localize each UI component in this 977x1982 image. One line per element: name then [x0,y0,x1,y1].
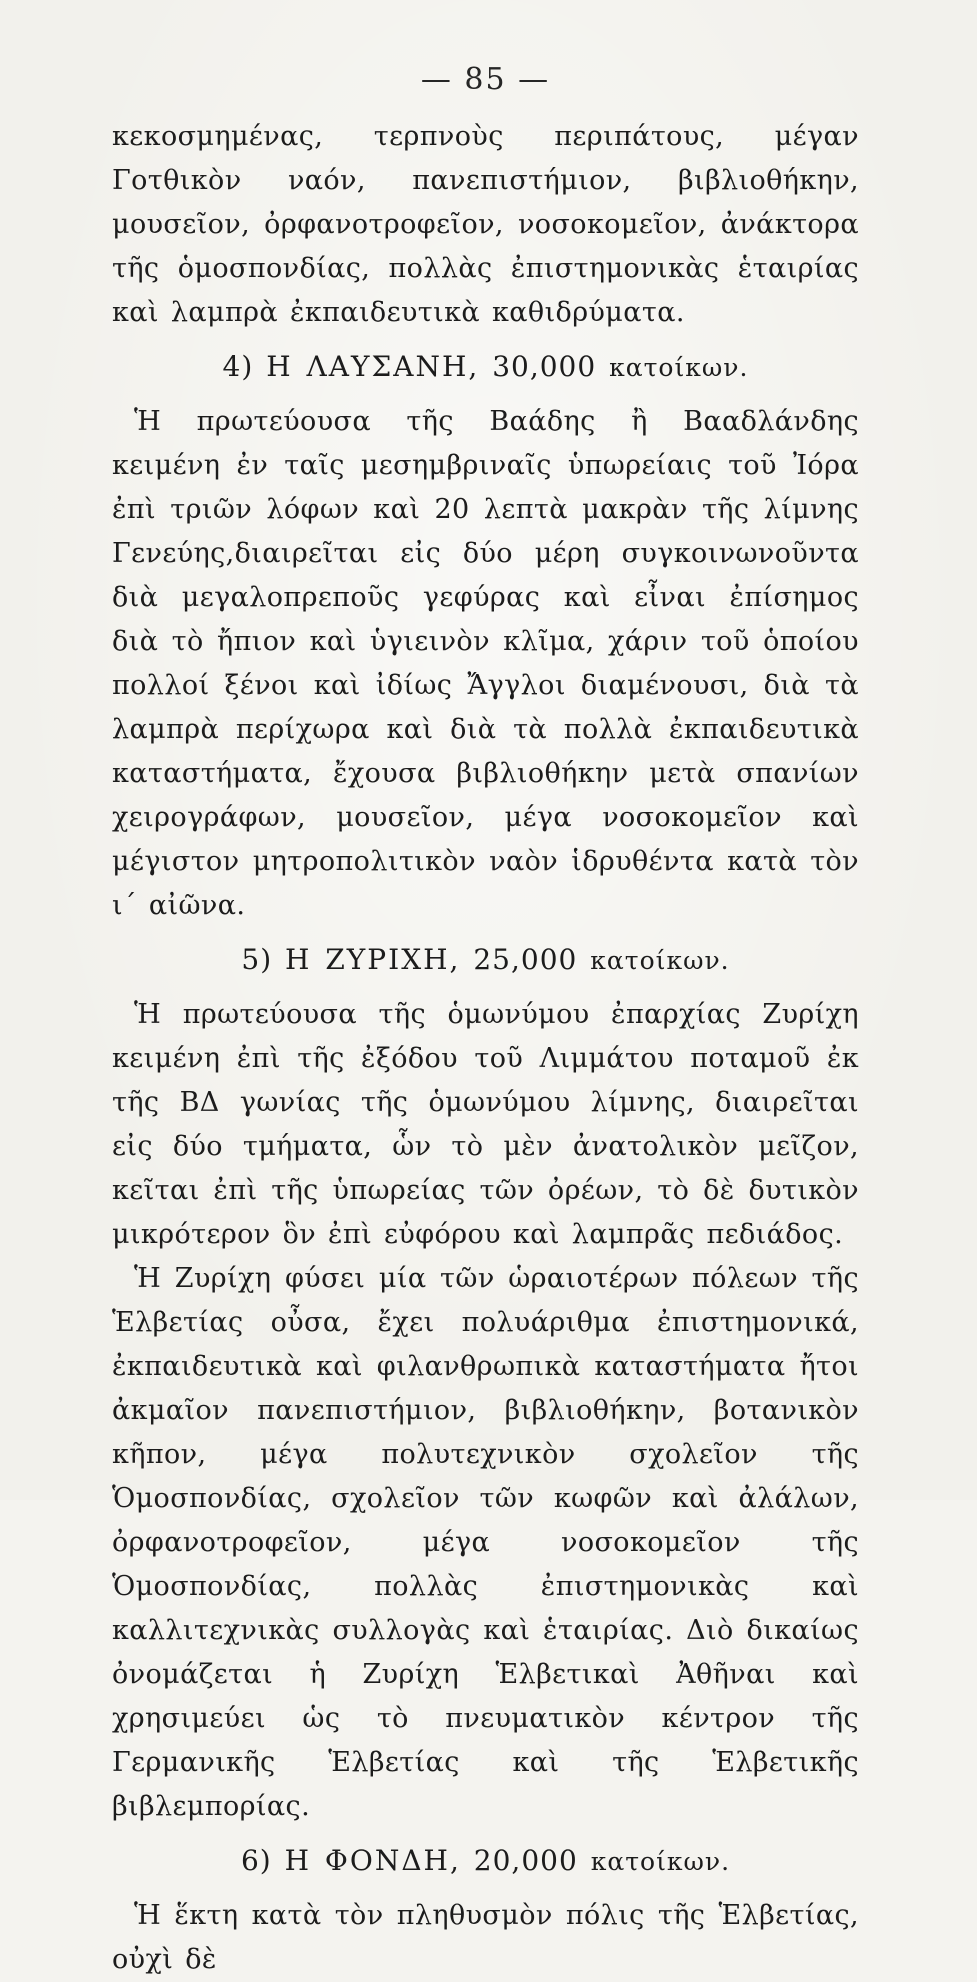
page-number: — 85 — [420,62,551,97]
section-heading-fondi [112,1839,859,1884]
paragraph-fondi: Ἡ ἕκτη κατὰ τὸν πληθυσμὸν πόλις τῆς Ἑλβετίας, οὐχὶ δὲ [112,1900,859,1975]
heading-city-name: Η ΛΑΥΣΑΝΗ, [266,350,480,383]
heading-population: 20,000 [473,1844,578,1877]
section-heading-zurich [112,938,859,983]
page-body [112,115,859,1982]
paragraph-lausanne: Ἡ πρωτεύουσα τῆς Βαάδης ἢ Βααδλάνδης κειμένη ἐν ταῖς μεσημβριναῖς ὑπωρείαις τοῦ Ἰόρα ἐπὶ τριῶν λόφων καὶ 20 λεπτὰ μακρὰν τῆς λίμνης Γενεύης,διαιρεῖται εἰς δύο μέρη συγκοινωνοῦντα διὰ μεγαλοπρεποῦς γεφύρας καὶ εἶναι ἐπίσημος διὰ τὸ ἤπιον καὶ ὑγιεινὸν κλῖμα, χάριν τοῦ ὁποίου πολλοί ξένοι καὶ ἰδίως Ἄγγλοι διαμένουσι, διὰ τὰ λαμπρὰ περίχωρα καὶ διὰ τὰ πολλὰ ἐκπαιδευτικὰ καταστήματα, ἔχουσα βιβλιοθήκην μετὰ σπανίων χειρογράφων, μουσεῖον, μέγα νοσοκομεῖον καὶ μέγιστον μητροπολιτικὸν ναὸν ἱδρυθέντα κατὰ τὸν ι´ αἰῶνα. [112,406,859,921]
paragraph-intro: κεκοσμημένας, τερπνοὺς περιπάτους, μέγαν Γοτθικὸν ναόν, πανεπιστήμιον, βιβλιοθήκην, μουσεῖον, ὀρφανοτροφεῖον, νοσοκομεῖον, ἀνάκτορα τῆς ὁμοσπονδίας, πολλὰς ἐπιστημονικὰς ἑταιρίας καὶ λαμπρὰ ἐκπαιδευτικὰ καθιδρύματα. [112,121,859,328]
heading-number: 4) [222,350,254,383]
heading-suffix: κατοίκων. [590,946,730,975]
heading-city-name: Η ΦΟΝΔΗ, [284,1844,461,1877]
heading-number: 6) [240,1844,272,1877]
heading-suffix: κατοίκων. [609,353,749,382]
heading-population: 30,000 [492,350,597,383]
section-heading-lausanne [112,345,859,390]
heading-population: 25,000 [473,943,578,976]
paragraph-zurich-institutions: Ἡ Ζυρίχη φύσει μία τῶν ὡραιοτέρων πόλεων τῆς Ἑλβετίας οὖσα, ἔχει πολυάριθμα ἐπιστημονικά, ἐκπαιδευτικὰ καὶ φιλανθρωπικὰ καταστήματα ἤτοι ἀκμαῖον πανεπιστήμιον, βιβλιοθήκην, βοτανικὸν κῆπον, μέγα πολυτεχνικὸν σχολεῖον τῆς Ὁμοσπονδίας, σχολεῖον τῶν κωφῶν καὶ ἀλάλων, ὀρφανοτροφεῖον, μέγα νοσοκομεῖον τῆς Ὁμοσπονδίας, πολλὰς ἐπιστημονικὰς καὶ καλλιτεχνικὰς συλλογὰς καὶ ἑταιρίας. Διὸ δικαίως ὀνομάζεται ἡ Ζυρίχη Ἑλβετικαὶ Ἀθῆναι καὶ χρησιμεύει ὡς τὸ πνευματικὸν κέντρον τῆς Γερμανικῆς Ἑλβετίας καὶ τῆς Ἑλβετικῆς βιβλεμπορίας. [112,1263,859,1822]
paragraph-zurich-location: Ἡ πρωτεύουσα τῆς ὁμωνύμου ἐπαρχίας Ζυρίχη κειμένη ἐπὶ τῆς ἐξόδου τοῦ Λιμμάτου ποταμοῦ ἐκ τῆς ΒΔ γωνίας τῆς ὁμωνύμου λίμνης, διαιρεῖται εἰς δύο τμήματα, ὧν τὸ μὲν ἀνατολικὸν μεῖζον, κεῖται ἐπὶ τῆς ὑπωρείας τῶν ὀρέων, τὸ δὲ δυτικὸν μικρότερον ὃν ἐπὶ εὐφόρου καὶ λαμπρᾶς πεδιάδος. [112,999,859,1250]
heading-number: 5) [241,943,273,976]
heading-city-name: Η ΖΥΡΙΧΗ, [285,943,461,976]
heading-suffix: κατοίκων. [590,1847,731,1876]
